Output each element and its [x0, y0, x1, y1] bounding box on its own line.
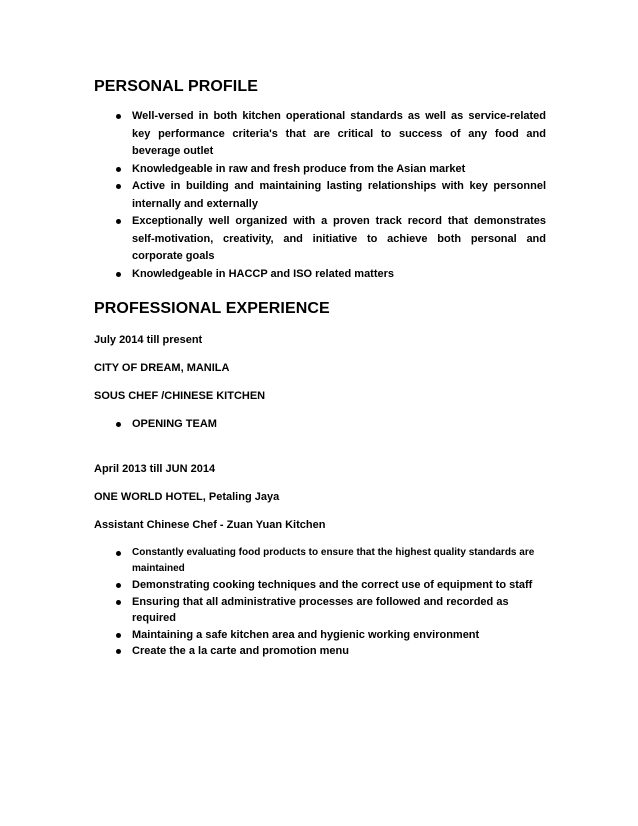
bullet-icon: [116, 167, 121, 172]
job-period: April 2013 till JUN 2014: [94, 463, 216, 475]
professional-experience-heading: PROFESSIONAL EXPERIENCE: [94, 300, 330, 317]
bullet-icon: [116, 551, 121, 556]
job-employer: ONE WORLD HOTEL, Petaling Jaya: [94, 491, 280, 503]
bullet-icon: [116, 184, 121, 189]
personal-profile-heading: PERSONAL PROFILE: [94, 78, 258, 95]
bullet-icon: [116, 583, 121, 588]
list-item: Knowledgeable in HACCP and ISO related matters: [132, 266, 546, 284]
list-item: Ensuring that all administrative processes are followed and recorded as required: [132, 594, 552, 627]
personal-profile-list: [132, 108, 546, 283]
bullet-icon: [116, 272, 121, 277]
bullet-icon: [116, 600, 121, 605]
bullet-icon: [116, 633, 121, 638]
job-period: July 2014 till present: [94, 334, 203, 346]
list-item: Maintaining a safe kitchen area and hygienic working environment: [132, 627, 552, 644]
list-item: Knowledgeable in raw and fresh produce from the Asian market: [132, 161, 546, 179]
job-position: SOUS CHEF /CHINESE KITCHEN: [94, 390, 266, 402]
job-employer: CITY OF DREAM, MANILA: [94, 362, 230, 374]
list-item: Demonstrating cooking techniques and the correct use of equipment to staff: [132, 577, 552, 594]
list-item: Create the a la carte and promotion menu: [132, 643, 552, 660]
list-item: Active in building and maintaining lasting relationships with key personnel internally and externally: [132, 178, 546, 213]
job2-duties-list: [132, 545, 552, 660]
list-item: Constantly evaluating food products to ensure that the highest quality standards are maintained: [132, 545, 552, 577]
list-item: Exceptionally well organized with a proven track record that demonstrates self-motivation, creativity, and initiative to achieve both personal and corporate goals: [132, 213, 546, 266]
list-item: Well-versed in both kitchen operational standards as well as service-related key performance criteria's that are critical to success of any food and beverage outlet: [132, 108, 546, 161]
bullet-icon: [116, 114, 121, 119]
job1-duties-list: [132, 416, 546, 433]
list-item: OPENING TEAM: [132, 416, 546, 433]
job-position: Assistant Chinese Chef - Zuan Yuan Kitchen: [94, 519, 326, 531]
bullet-icon: [116, 422, 121, 427]
bullet-icon: [116, 219, 121, 224]
bullet-icon: [116, 649, 121, 654]
